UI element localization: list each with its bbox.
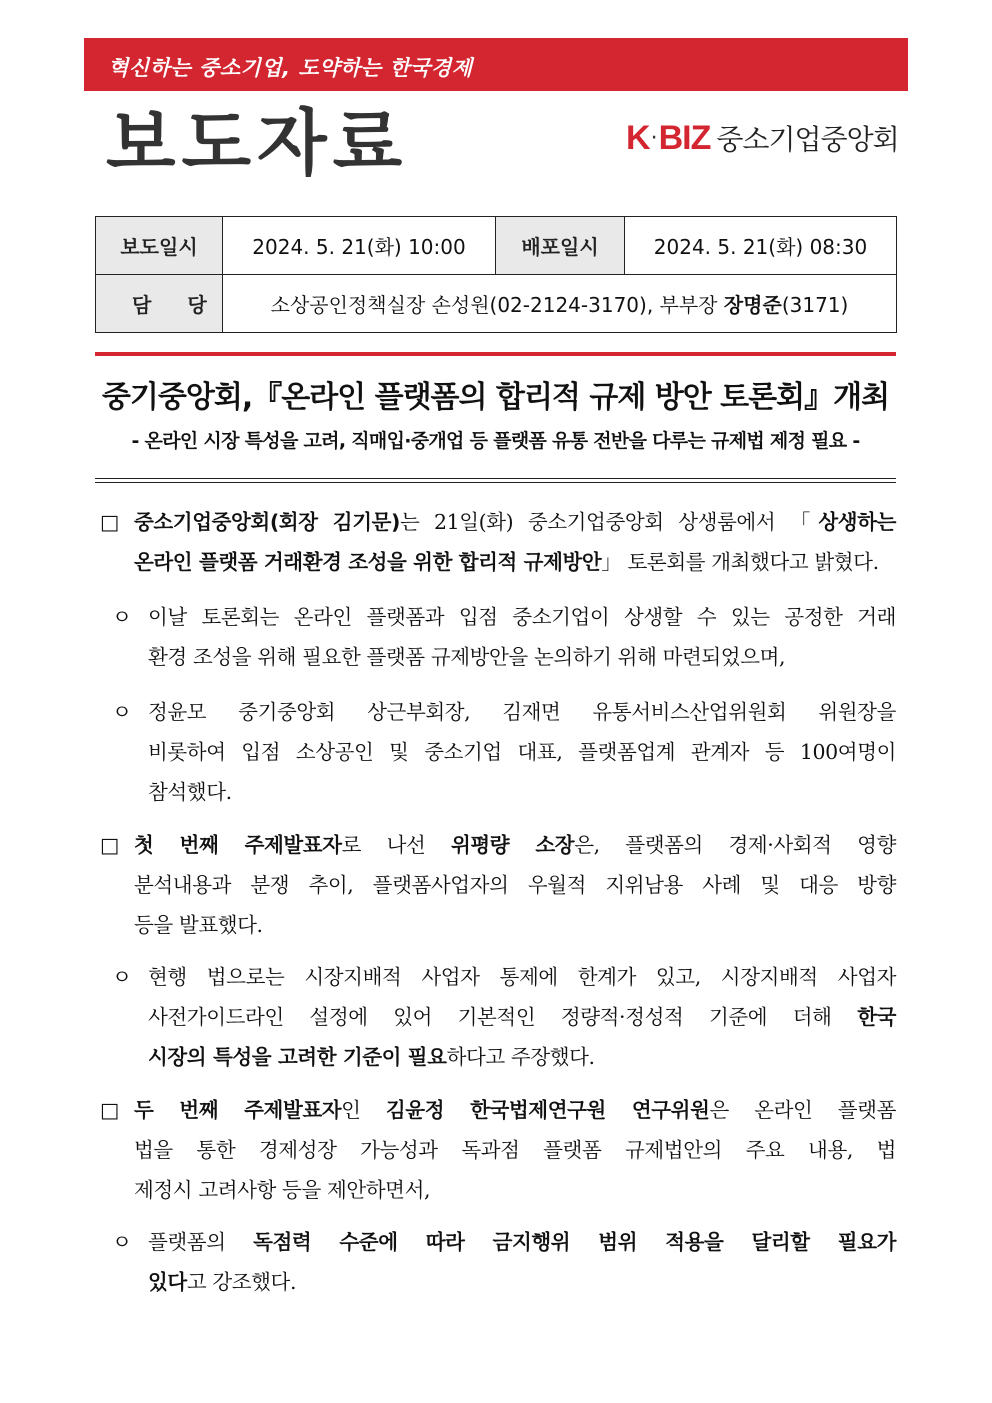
paragraph-line: 현행 법으로는 시장지배적 사업자 통제에 한계가 있고, 시장지배적 사업자 [148, 965, 896, 989]
bold-text: 두 번째 주제발표자 [134, 1098, 342, 1122]
paragraph-1a [112, 597, 896, 677]
bold-text: 위평량 소장 [450, 833, 575, 857]
paragraph-line: 법을 통한 경제성장 가능성과 독과점 플랫폼 규제법안의 주요 내용, 법 [134, 1138, 896, 1162]
bold-text: 시장의 특성을 고려한 기준이 필요 [148, 1045, 447, 1069]
text-run: 사전가이드라인 설정에 있어 기본적인 정량적·정성적 기준에 더해 [148, 1005, 858, 1029]
release-row [96, 217, 897, 275]
paragraph-line [134, 542, 896, 582]
contact-name: 장명준 [723, 293, 782, 317]
paragraph-line [148, 1222, 896, 1262]
bold-text: 상생하는 [818, 510, 897, 534]
circle-bullet-icon: ㅇ [112, 965, 132, 989]
logo-k: K [626, 118, 650, 157]
document-title: 보도자료 [106, 101, 409, 185]
paragraph-line [148, 1037, 896, 1077]
headline: 중기중앙회,『온라인 플랫폼의 합리적 규제 방안 토론회』개최 [101, 380, 890, 415]
contact-value [223, 275, 897, 333]
bold-text: 한국 [857, 1005, 896, 1029]
paragraph-2a [112, 957, 896, 1077]
paragraph-3a [112, 1222, 896, 1302]
red-divider [95, 352, 896, 356]
square-bullet-icon: □ [100, 510, 119, 534]
square-bullet-icon: □ [100, 1098, 119, 1122]
paragraph-3 [100, 1090, 896, 1210]
paragraph-line: 참석했다. [148, 780, 232, 804]
paragraph-line: 비롯하여 입점 소상공인 및 중소기업 대표, 플랫폼업계 관계자 등 100여명이 [148, 740, 896, 764]
text-run: 플랫폼의 [148, 1230, 254, 1254]
bold-text: 첫 번째 주제발표자 [134, 833, 342, 857]
distribute-date-label: 배포일시 [496, 217, 625, 275]
paragraph-line: 제정시 고려사항 등을 제안하면서, [134, 1178, 431, 1202]
paragraph-line [134, 825, 896, 865]
text-run: 은, 플랫폼의 경제·사회적 영향 [574, 833, 896, 857]
text-run: 하다고 주장했다. [446, 1045, 595, 1069]
paragraph-line: 분석내용과 분쟁 추이, 플랫폼사업자의 우월적 지위남용 사례 및 대응 방향 [134, 873, 896, 897]
release-date-label: 보도일시 [96, 217, 223, 275]
paragraph-line [148, 1262, 896, 1302]
distribute-date-value: 2024. 5. 21(화) 08:30 [625, 217, 897, 275]
paragraph-1 [100, 502, 897, 582]
paragraph-line [148, 997, 896, 1037]
slogan-banner [84, 38, 908, 91]
paragraph-line: 등을 발표했다. [134, 913, 263, 937]
paragraph-1b [112, 692, 896, 812]
slogan-text: 혁신하는 중소기업, 도약하는 한국경제 [108, 56, 473, 80]
paragraph-line: 정윤모 중기중앙회 상근부회장, 김재면 유통서비스산업위원회 위원장을 [148, 700, 896, 724]
square-bullet-icon: □ [100, 833, 119, 857]
contact-text: 소상공인정책실장 손성원(02-2124-3170), 부부장 [270, 293, 724, 317]
circle-bullet-icon: ㅇ [112, 700, 132, 724]
paragraph-line: 환경 조성을 위해 필요한 플랫폼 규제방안을 논의하기 위해 마련되었으며, [148, 645, 786, 669]
text-run: 고 강조했다. [186, 1270, 297, 1294]
subheadline: - 온라인 시장 특성을 고려, 직매입·중개업 등 플랫폼 유통 전반을 다루는 규제법 제정 필요 - [131, 430, 860, 452]
circle-bullet-icon: ㅇ [112, 1230, 132, 1254]
logo-biz: BIZ [658, 118, 711, 157]
contact-extension: (3171) [781, 293, 849, 317]
release-info-table [95, 216, 897, 333]
text-run: 인 [341, 1098, 386, 1122]
contact-row [96, 275, 897, 333]
bold-text: 중소기업중앙회(회장 김기문) [134, 510, 400, 534]
circle-bullet-icon: ㅇ [112, 605, 132, 629]
paragraph-line [134, 1090, 896, 1130]
bold-text: 김윤정 한국법제연구원 연구위원 [385, 1098, 710, 1122]
release-date-value: 2024. 5. 21(화) 10:00 [223, 217, 496, 275]
paragraph-line [134, 502, 896, 542]
bold-text: 온라인 플랫폼 거래환경 조성을 위한 합리적 규제방안 [134, 550, 602, 574]
text-run: 는 21일(화) 중소기업중앙회 상생룸에서 「 [399, 510, 819, 534]
double-divider [95, 478, 896, 483]
text-run: 은 온라인 플랫폼 [709, 1098, 896, 1122]
bold-text: 독점력 수준에 따라 금지행위 범위 적용을 달리할 필요가 [253, 1230, 896, 1254]
paragraph-line: 이날 토론회는 온라인 플랫폼과 입점 중소기업이 상생할 수 있는 공정한 거래 [148, 605, 896, 629]
logo-dot-icon: · [650, 125, 658, 151]
text-run: 로 나선 [341, 833, 451, 857]
kbiz-logo [626, 118, 899, 158]
bold-text: 있다 [148, 1270, 187, 1294]
contact-label: 담당 [96, 275, 223, 333]
paragraph-2 [100, 825, 896, 945]
logo-org-name: 중소기업중앙회 [716, 123, 899, 156]
text-run: 」 토론회를 개최했다고 밝혔다. [601, 550, 879, 574]
